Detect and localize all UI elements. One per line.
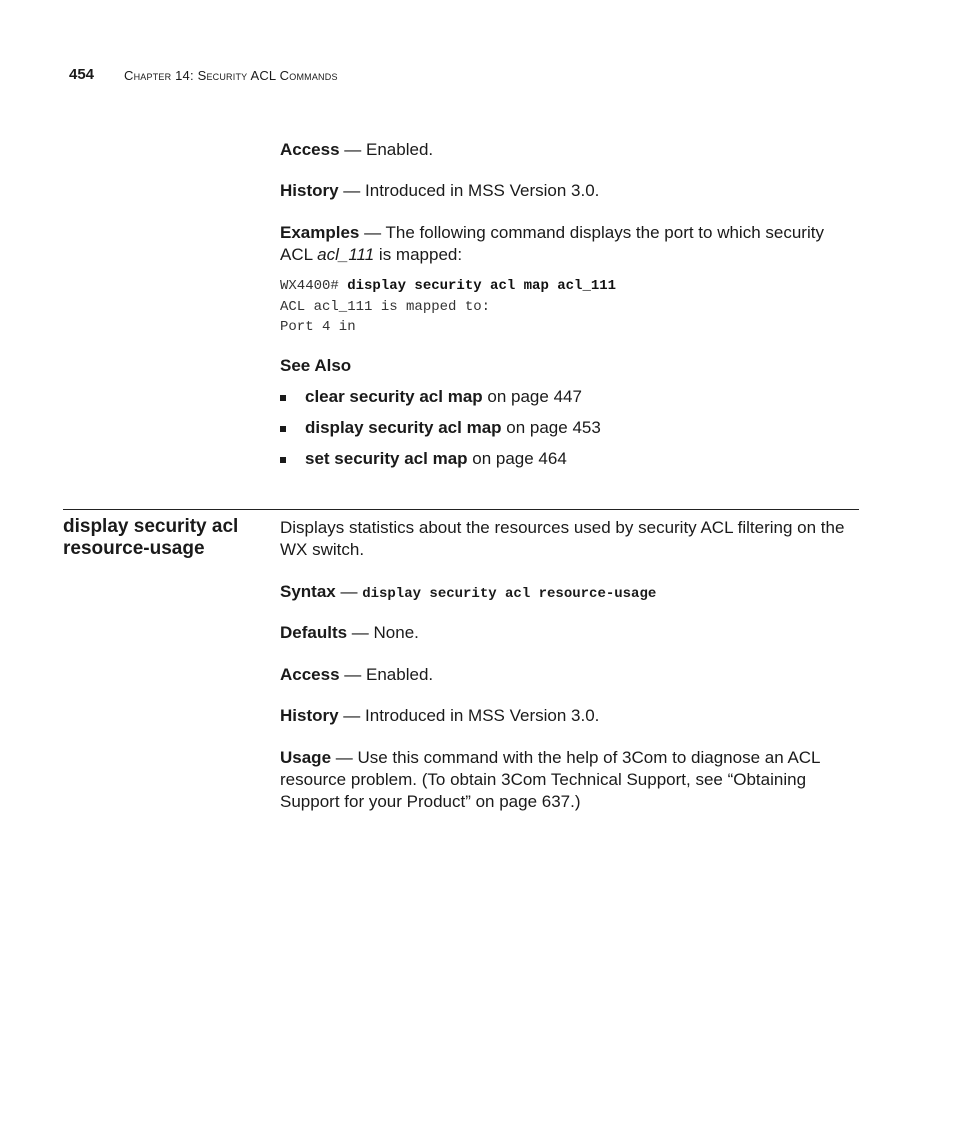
access-paragraph [280, 139, 860, 161]
see-also-link[interactable]: set security acl map [305, 449, 468, 468]
code-prompt: WX4400# [280, 278, 348, 294]
defaults-paragraph [280, 622, 860, 644]
access-paragraph [280, 664, 860, 686]
history-text: — Introduced in MSS Version 3.0. [338, 181, 600, 200]
history-label: History [280, 706, 339, 725]
see-also-ref: on page 464 [467, 449, 567, 468]
code-line-1 [280, 276, 860, 297]
access-label: Access [280, 665, 340, 684]
bullet-icon [280, 395, 286, 401]
syntax-code: display security acl resource-usage [362, 586, 657, 602]
examples-text-1: — The following command displays the port to which security ACL [280, 223, 824, 264]
access-label: Access [280, 140, 340, 159]
examples-paragraph [280, 222, 858, 266]
bullet-icon [280, 426, 286, 432]
bullet-icon [280, 457, 286, 463]
usage-paragraph [280, 747, 858, 813]
access-text: — Enabled. [339, 140, 434, 159]
defaults-text: — None. [347, 623, 419, 642]
see-also-link[interactable]: clear security acl map [305, 387, 483, 406]
code-example [280, 276, 860, 338]
see-also-heading [280, 355, 860, 377]
history-paragraph [280, 705, 860, 727]
syntax-dash: — [335, 582, 363, 601]
code-command: display security acl map acl_111 [347, 278, 617, 294]
see-also-link[interactable]: display security acl map [305, 418, 502, 437]
see-also-title: See Also [280, 356, 352, 375]
code-line-2: ACL acl_111 is mapped to: [280, 298, 491, 315]
history-text: — Introduced in MSS Version 3.0. [338, 706, 600, 725]
access-text: — Enabled. [339, 665, 434, 684]
syntax-paragraph [280, 581, 860, 605]
see-also-ref: on page 447 [482, 387, 582, 406]
page-number: 454 [69, 66, 95, 83]
usage-label: Usage [280, 748, 332, 767]
section-divider [63, 509, 859, 510]
chapter-title: Chapter 14: Security ACL Commands [124, 68, 338, 83]
examples-label: Examples [280, 223, 360, 242]
code-line-3: Port 4 in [280, 319, 356, 335]
examples-text-2: is mapped: [374, 245, 463, 264]
section-heading [63, 516, 273, 560]
section-heading-line-2: resource-usage [63, 538, 205, 559]
usage-text: — Use this command with the help of 3Com to diagnose an ACL resource problem. (To obtain 3Com Technical Support, see “Obtaining Support for your Product” on page 637.) [280, 748, 820, 811]
history-label: History [280, 181, 339, 200]
syntax-label: Syntax [280, 582, 336, 601]
section-heading-line-1: display security acl [63, 516, 239, 537]
see-also-ref: on page 453 [501, 418, 601, 437]
description-paragraph: Displays statistics about the resources used by security ACL filtering on the WX switch. [280, 518, 845, 559]
examples-italic: acl_111 [317, 245, 375, 264]
history-paragraph [280, 180, 860, 202]
defaults-label: Defaults [280, 623, 348, 642]
